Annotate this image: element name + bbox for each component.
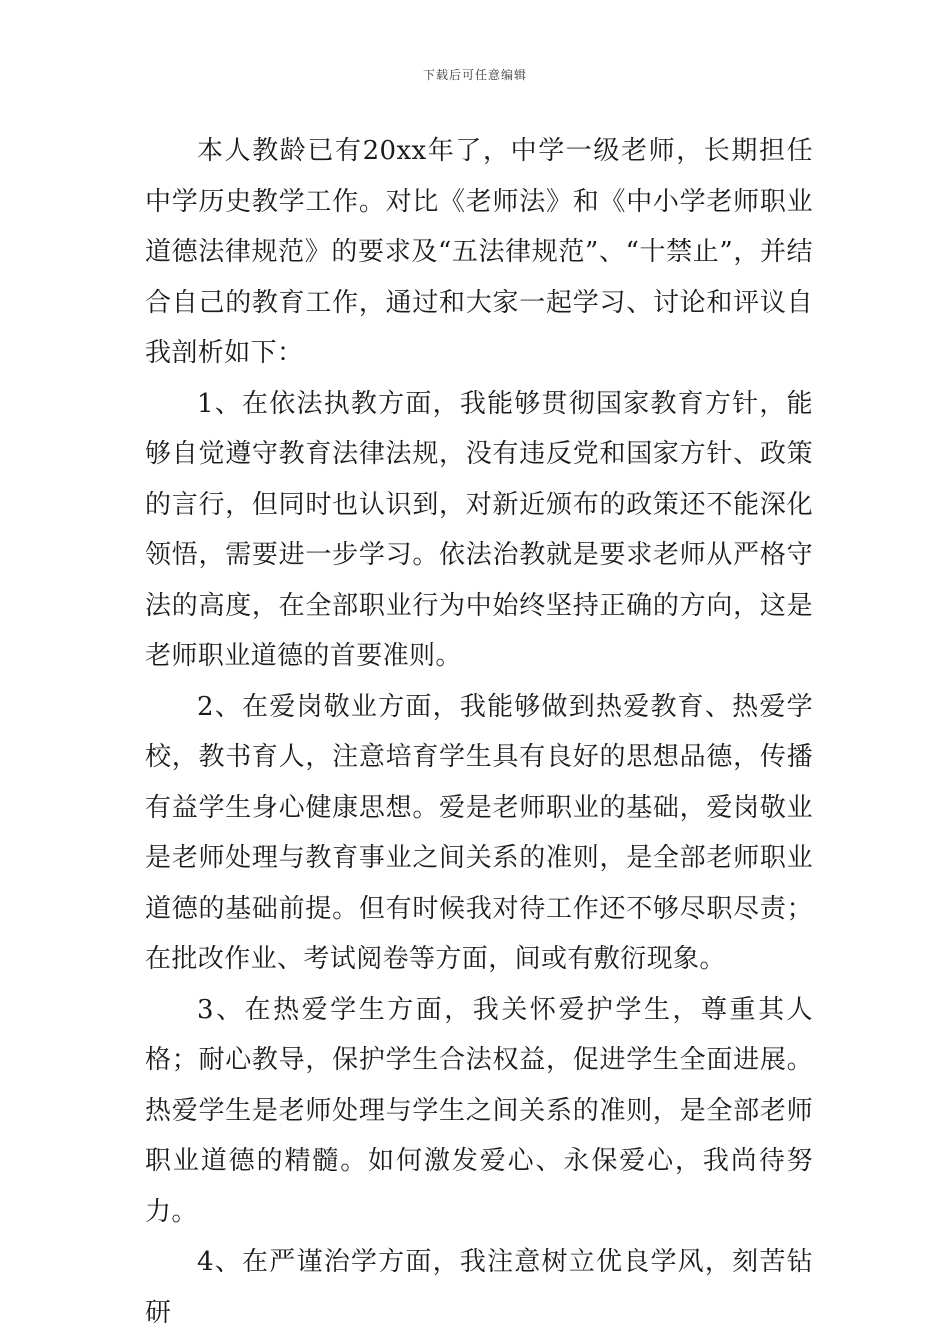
paragraph-intro: 本人教龄已有20xx年了，中学一级老师，长期担任中学历史教学工作。对比《老师法》和《中小学老师职业道德法律规范》的要求及“五法律规范”、“十禁止”，并结合自己的教育工作，通过和大家一起学习、讨论和评议自我剖析如下： — [145, 136, 813, 368]
paragraph-2-dedication: 2、在爱岗敬业方面，我能够做到热爱教育、热爱学校，教书育人，注意培育学生具有良好的思想品德，传播有益学生身心健康思想。爱是老师职业的基础，爱岗敬业是老师处理与教育事业之间关系的准则，是全部老师职业道德的基础前提。但有时候我对待工作还不够尽职尽责；在批改作业、考试阅卷等方面，间或有敷衍现象。 — [145, 691, 813, 974]
document-body — [145, 126, 813, 1338]
paragraph-3-students: 3、在热爱学生方面，我关怀爱护学生，尊重其人格；耐心教导，保护学生合法权益，促进学生全面进展。热爱学生是老师处理与学生之间关系的准则，是全部老师职业道德的精髓。如何激发爱心、永保爱心，我尚待努力。 — [145, 994, 813, 1227]
page-header: 下载后可任意编辑 — [422, 68, 527, 82]
paragraph-1-law: 1、在依法执教方面，我能够贯彻国家教育方针，能够自觉遵守教育法律法规，没有违反党和国家方针、政策的言行，但同时也认识到，对新近颁布的政策还不能深化领悟，需要进一步学习。依法治教就是要求老师从严格守法的高度，在全部职业行为中始终坚持正确的方向，这是老师职业道德的首要准则。 — [145, 388, 813, 671]
paragraph-4-scholarship: 4、在严谨治学方面，我注意树立优良学风，刻苦钻研 — [145, 1247, 813, 1328]
